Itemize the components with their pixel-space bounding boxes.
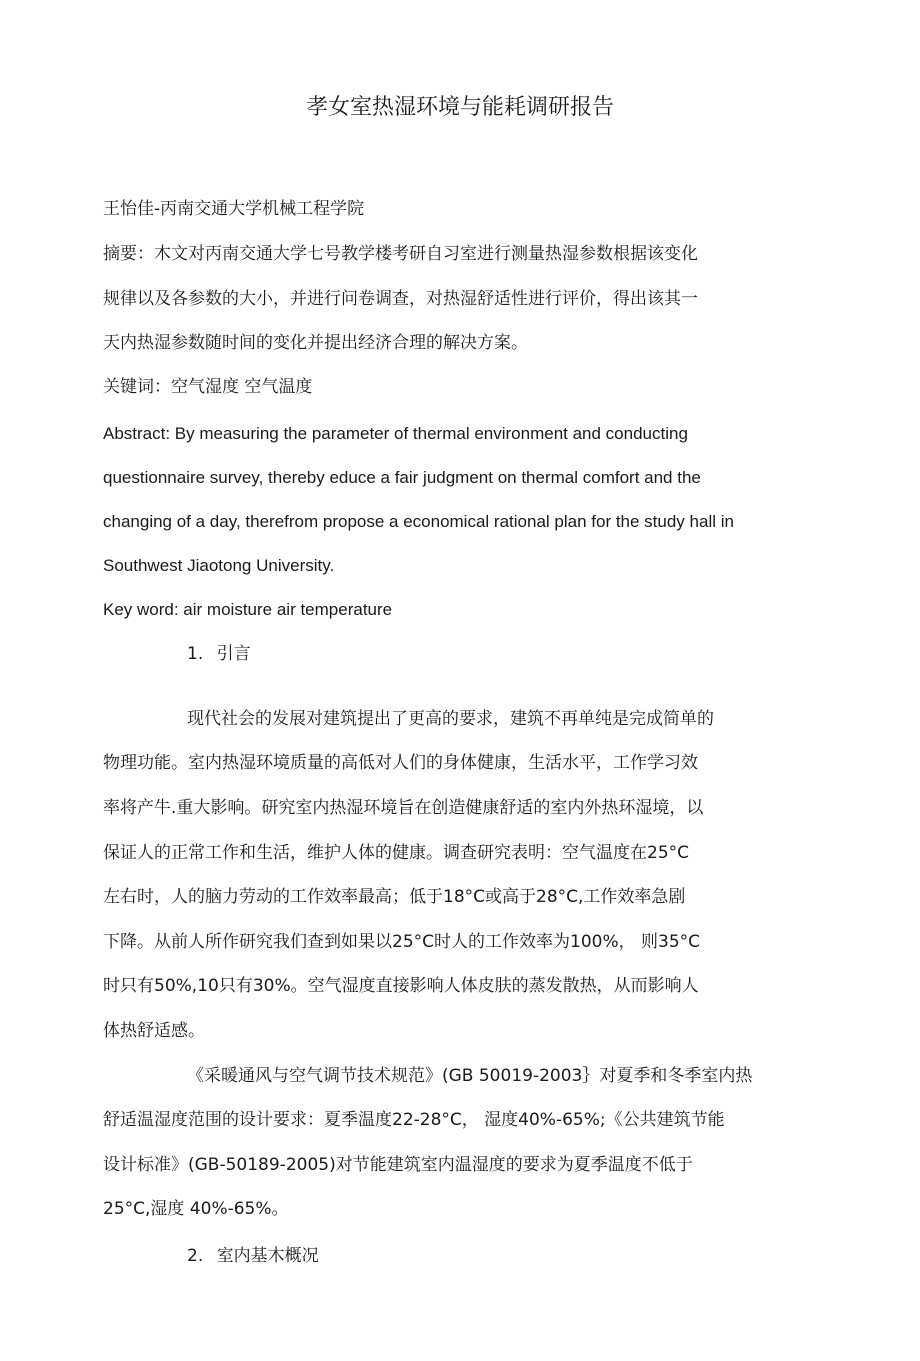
section-1-number: 1. (187, 644, 204, 664)
para1-line-6: 下降。从前人所作研究我们查到如果以25°C时人的工作效率为100%， 则35°C (103, 932, 701, 952)
abstract-en-line-3: changing of a day, therefrom propose a economical rational plan for the study hall in (103, 512, 734, 531)
section-2-number: 2. (187, 1246, 204, 1266)
para2-line-1: 《采暖通风与空气调节技术规范》(GB 50019-2003｝对夏季和冬季室内热 (187, 1066, 753, 1086)
keywords-cn: 关键词：空气湿度 空气温度 (103, 377, 313, 397)
para1-line-8: 体热舒适感。 (103, 1021, 205, 1041)
abstract-cn-line-3: 天内热湿参数随时间的变化并提出经济合理的解决方案。 (103, 333, 528, 353)
para1-line-2: 物理功能。室内热湿环境质量的高低对人们的身体健康，生活水平，工作学习效 (103, 753, 698, 773)
abstract-en-line-1: Abstract: By measuring the parameter of thermal environment and conducting (103, 424, 688, 443)
para2-line-4: 25°C,湿度 40%-65%。 (103, 1199, 289, 1219)
para1-line-4: 保证人的正常工作和生活，维护人体的健康。调查研究表明：空气温度在25°C (103, 843, 690, 863)
para2-line-2: 舒适温湿度范围的设计要求：夏季温度22-28°C， 湿度40%-65%;《公共建筑节能 (103, 1110, 725, 1130)
document-title: 孝女室热湿环境与能耗调研报告 (305, 95, 614, 120)
abstract-cn-line-1: 摘要：木文对丙南交通大学七号教学楼考研自习室进行测量热湿参数根据该变化 (103, 244, 698, 264)
section-1-heading (187, 643, 251, 665)
abstract-en-line-2: questionnaire survey, thereby educe a fair judgment on thermal comfort and the (103, 468, 701, 487)
para1-line-3: 率将产牛.重大影响。研究室内热湿环境旨在创造健康舒适的室内外热环湿境，以 (103, 798, 704, 818)
abstract-en-line-4: Southwest Jiaotong University. (103, 556, 335, 575)
para1-line-5: 左右时，人的脑力劳动的工作效率最高；低于18°C或高于28°C,工作效率急剧 (103, 887, 686, 907)
keywords-en: Key word: air moisture air temperature (103, 600, 393, 619)
author-line: 王怡佳-丙南交通大学机械工程学院 (103, 199, 365, 219)
para2-line-3: 设计标准》(GB-50189-2005)对节能建筑室内温湿度的要求为夏季温度不低于 (103, 1155, 693, 1175)
para1-line-1: 现代社会的发展对建筑提出了更高的要求，建筑不再单纯是完成简单的 (187, 709, 714, 729)
section-2-title: 室内基木概况 (216, 1246, 319, 1266)
section-2-heading (187, 1245, 319, 1267)
section-1-title: 引言 (216, 644, 251, 664)
para1-line-7: 时只有50%,10只有30%。空气湿度直接影响人体皮肤的蒸发散热，从而影响人 (103, 976, 699, 996)
abstract-cn-line-2: 规律以及各参数的大小，并进行问卷调查，对热湿舒适性进行评价，得出该其一 (103, 289, 698, 309)
